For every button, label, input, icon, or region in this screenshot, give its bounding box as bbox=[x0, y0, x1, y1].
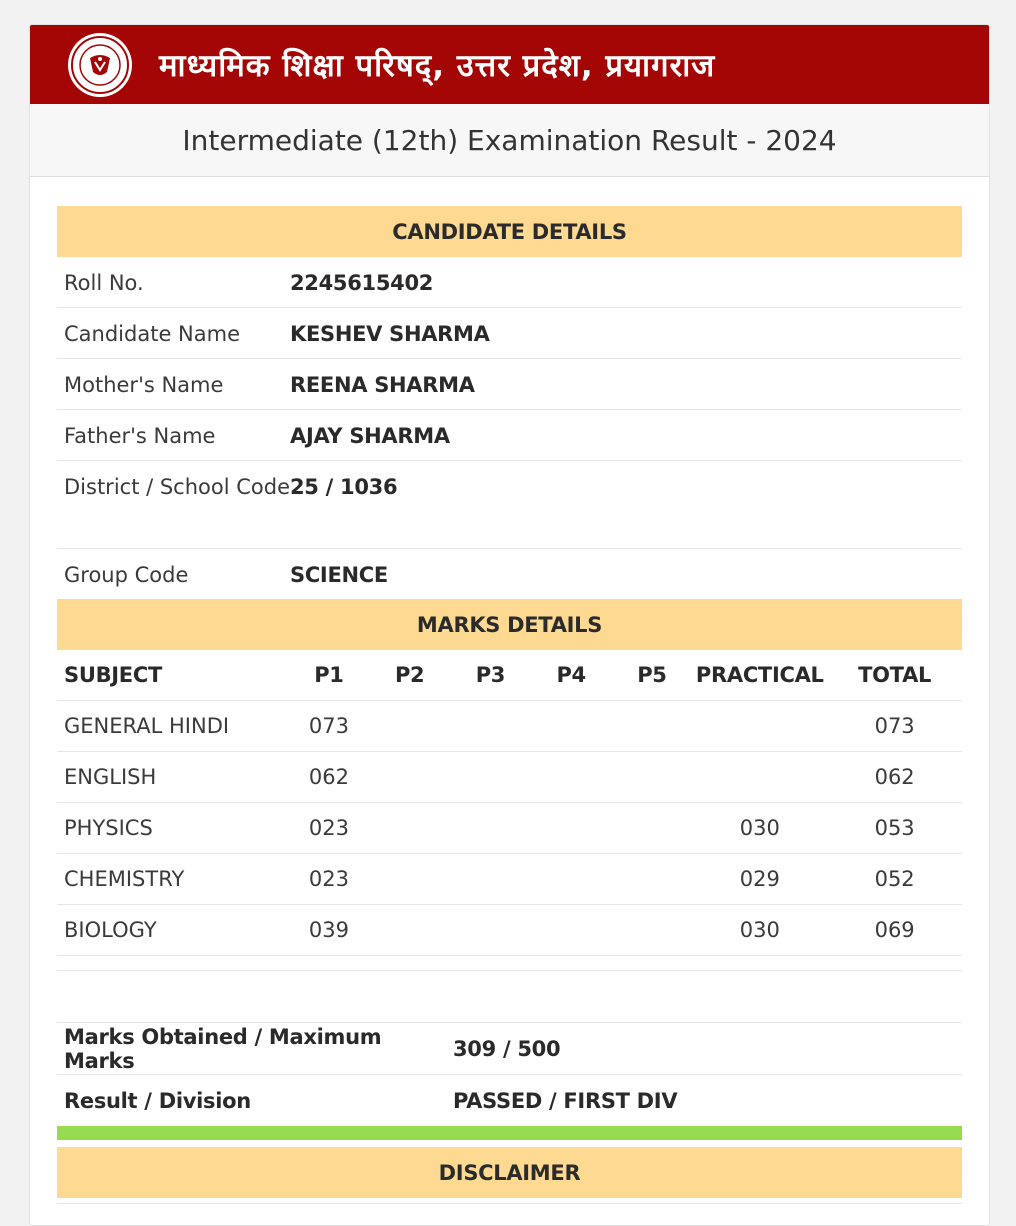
col-p1: P1 bbox=[289, 650, 370, 701]
p1-cell: 073 bbox=[289, 701, 370, 752]
section-gap bbox=[57, 971, 962, 1023]
p1-cell: 039 bbox=[289, 905, 370, 956]
practical-cell bbox=[692, 752, 827, 803]
col-p2: P2 bbox=[369, 650, 450, 701]
p4-cell bbox=[531, 854, 612, 905]
practical-cell bbox=[692, 701, 827, 752]
p1-cell: 023 bbox=[289, 803, 370, 854]
col-p5: P5 bbox=[612, 650, 693, 701]
col-total: TOTAL bbox=[827, 650, 962, 701]
result-content bbox=[57, 206, 962, 1204]
marks-details-heading: MARKS DETAILS bbox=[57, 599, 962, 650]
col-p3: P3 bbox=[450, 650, 531, 701]
table-row bbox=[57, 905, 962, 956]
total-cell: 069 bbox=[827, 905, 962, 956]
detail-value: REENA SHARMA bbox=[290, 373, 475, 397]
pass-status-bar bbox=[57, 1126, 962, 1140]
subject-cell: ENGLISH bbox=[57, 752, 289, 803]
detail-row-father-name bbox=[57, 410, 962, 461]
practical-cell: 030 bbox=[692, 803, 827, 854]
detail-label: District / School Code bbox=[64, 475, 291, 499]
p2-cell bbox=[369, 752, 450, 803]
header-banner bbox=[30, 25, 989, 104]
detail-value: 2245615402 bbox=[290, 271, 434, 295]
p5-cell bbox=[612, 701, 693, 752]
board-title: माध्यमिक शिक्षा परिषद्, उत्तर प्रदेश, प्रयागराज bbox=[159, 47, 716, 84]
total-cell: 073 bbox=[827, 701, 962, 752]
board-emblem-icon bbox=[67, 32, 133, 98]
candidate-details-heading: CANDIDATE DETAILS bbox=[57, 206, 962, 257]
p5-cell bbox=[612, 905, 693, 956]
detail-value: AJAY SHARMA bbox=[290, 424, 450, 448]
p4-cell bbox=[531, 803, 612, 854]
total-cell: 053 bbox=[827, 803, 962, 854]
col-practical: PRACTICAL bbox=[692, 650, 827, 701]
marks-obtained-row bbox=[57, 1023, 962, 1075]
disclaimer-heading: DISCLAIMER bbox=[57, 1147, 962, 1198]
p3-cell bbox=[450, 752, 531, 803]
detail-value: 25 / 1036 bbox=[290, 475, 398, 499]
marks-obtained-label: Marks Obtained / Maximum Marks bbox=[64, 1024, 382, 1073]
subject-cell: CHEMISTRY bbox=[57, 854, 289, 905]
table-row bbox=[57, 701, 962, 752]
detail-label: Mother's Name bbox=[64, 373, 224, 397]
p3-cell bbox=[450, 905, 531, 956]
detail-label: Father's Name bbox=[64, 424, 216, 448]
p5-cell bbox=[612, 752, 693, 803]
col-p4: P4 bbox=[531, 650, 612, 701]
subject-cell: BIOLOGY bbox=[57, 905, 289, 956]
p3-cell bbox=[450, 803, 531, 854]
p4-cell bbox=[531, 905, 612, 956]
marks-header-row bbox=[57, 650, 962, 701]
p5-cell bbox=[612, 854, 693, 905]
result-division-row bbox=[57, 1075, 962, 1126]
detail-value: SCIENCE bbox=[290, 563, 388, 587]
table-row bbox=[57, 752, 962, 803]
practical-cell: 030 bbox=[692, 905, 827, 956]
total-cell: 052 bbox=[827, 854, 962, 905]
p2-cell bbox=[369, 905, 450, 956]
table-row bbox=[57, 854, 962, 905]
p2-cell bbox=[369, 701, 450, 752]
p2-cell bbox=[369, 803, 450, 854]
exam-title: Intermediate (12th) Examination Result - 2024 bbox=[30, 104, 989, 177]
disclaimer-divider bbox=[57, 1203, 962, 1204]
result-card bbox=[29, 24, 990, 1226]
p4-cell bbox=[531, 701, 612, 752]
detail-value: KESHEV SHARMA bbox=[290, 322, 490, 346]
col-subject: SUBJECT bbox=[57, 650, 289, 701]
practical-cell: 029 bbox=[692, 854, 827, 905]
marks-table bbox=[57, 650, 962, 956]
detail-row-candidate-name bbox=[57, 308, 962, 359]
subject-cell: GENERAL HINDI bbox=[57, 701, 289, 752]
detail-row-district-school-code bbox=[57, 461, 962, 549]
p1-cell: 062 bbox=[289, 752, 370, 803]
p3-cell bbox=[450, 701, 531, 752]
table-end-divider bbox=[57, 956, 962, 971]
detail-row-group-code bbox=[57, 549, 962, 599]
p1-cell: 023 bbox=[289, 854, 370, 905]
p5-cell bbox=[612, 803, 693, 854]
result-division-label: Result / Division bbox=[64, 1088, 251, 1113]
p3-cell bbox=[450, 854, 531, 905]
total-cell: 062 bbox=[827, 752, 962, 803]
p4-cell bbox=[531, 752, 612, 803]
detail-label: Candidate Name bbox=[64, 322, 240, 346]
detail-row-mother-name bbox=[57, 359, 962, 410]
p2-cell bbox=[369, 854, 450, 905]
detail-row-roll-no bbox=[57, 257, 962, 308]
detail-label: Group Code bbox=[64, 563, 189, 587]
subject-cell: PHYSICS bbox=[57, 803, 289, 854]
table-row bbox=[57, 803, 962, 854]
result-division-value: PASSED / FIRST DIV bbox=[453, 1088, 678, 1113]
detail-label: Roll No. bbox=[64, 271, 144, 295]
marks-obtained-value: 309 / 500 bbox=[453, 1036, 561, 1061]
